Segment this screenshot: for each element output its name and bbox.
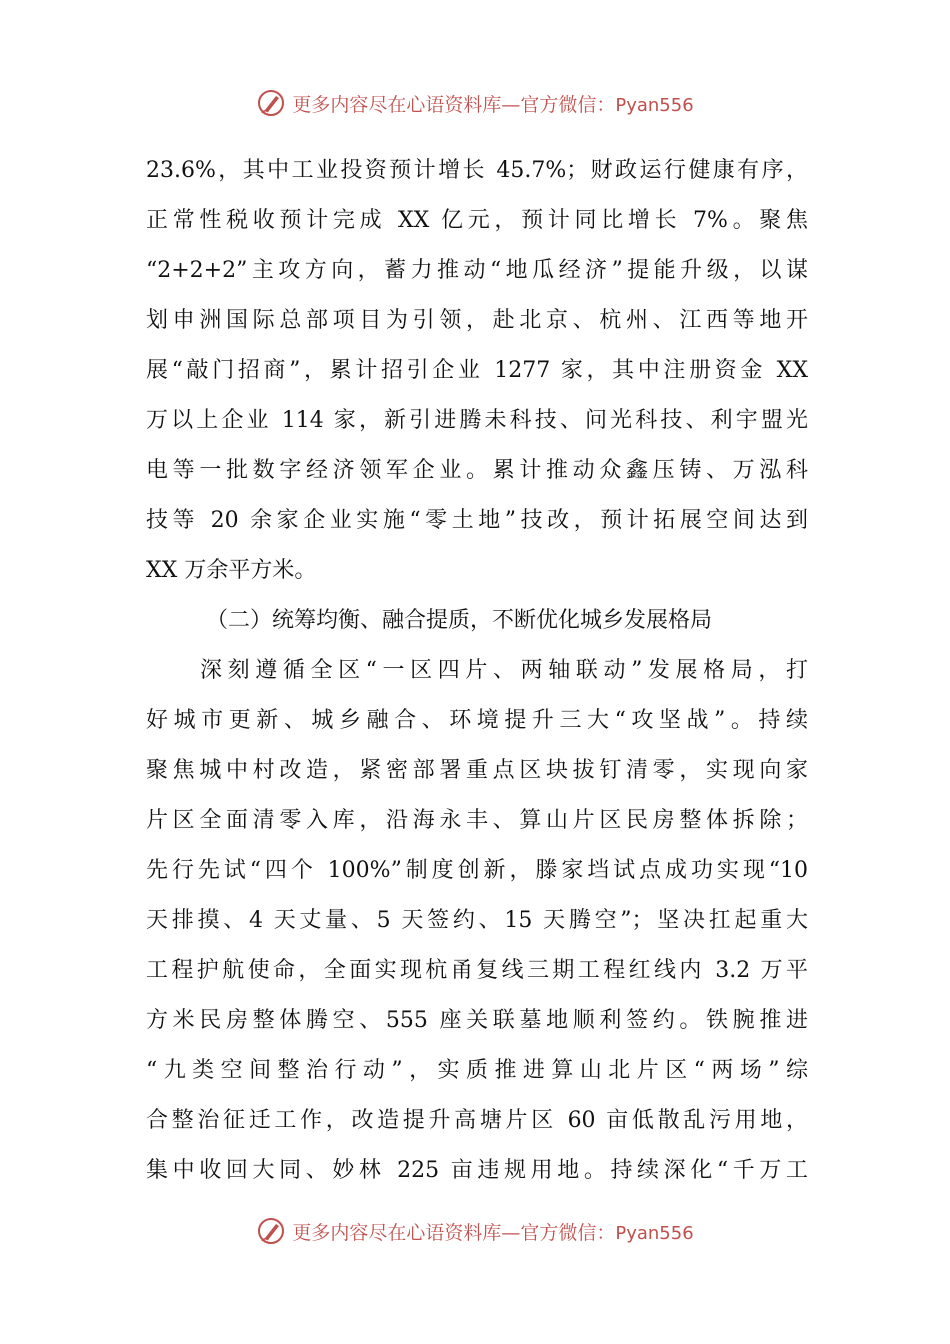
document-body bbox=[146, 146, 808, 1196]
paragraph-line: 展“敲门招商”，累计招引企业 1277 家，其中注册资金 XX bbox=[146, 358, 808, 383]
watermark-text bbox=[292, 1218, 693, 1245]
quill-pen-icon bbox=[256, 88, 286, 118]
paragraph-line: 合整治征迁工作，改造提升高塘片区 60 亩低散乱污用地， bbox=[146, 1108, 808, 1133]
paragraph-line: 23.6%，其中工业投资预计增长 45.7%；财政运行健康有序， bbox=[146, 158, 808, 183]
quill-pen-icon bbox=[256, 1216, 286, 1246]
paragraph-line: XX 万余平方米。 bbox=[146, 558, 317, 583]
section-heading: （二）统筹均衡、融合提质，不断优化城乡发展格局 bbox=[206, 608, 713, 633]
paragraph-line: 好城市更新、城乡融合、环境提升三大“攻坚战”。持续 bbox=[146, 708, 808, 733]
paragraph-line: 集中收回大同、妙林 225 亩违规用地。持续深化“千万工 bbox=[146, 1158, 808, 1183]
watermark-banner-top bbox=[0, 83, 950, 123]
paragraph-line: 工程护航使命，全面实现杭甬复线三期工程红线内 3.2 万平 bbox=[146, 958, 808, 983]
paragraph-line: 先行先试“四个 100%”制度创新，滕家垱试点成功实现“10 bbox=[146, 858, 808, 883]
paragraph-line: 天排摸、4 天丈量、5 天签约、15 天腾空”；坚决扛起重大 bbox=[146, 908, 808, 933]
paragraph-line: 片区全面清零入库，沿海永丰、算山片区民房整体拆除； bbox=[146, 808, 808, 833]
paragraph-line: 深刻遵循全区“一区四片、两轴联动”发展格局，打 bbox=[200, 658, 808, 683]
paragraph-line: 划申洲国际总部项目为引领，赴北京、杭州、江西等地开 bbox=[146, 308, 808, 333]
watermark-label: 更多内容尽在心语资料库—官方微信： bbox=[292, 1221, 616, 1244]
paragraph-line: 电等一批数字经济领军企业。累计推动众鑫压铸、万泓科 bbox=[146, 458, 808, 483]
paragraph-line: 技等 20 余家企业实施“零土地”技改，预计拓展空间达到 bbox=[146, 508, 808, 533]
paragraph-line: 正常性税收预计完成 XX 亿元，预计同比增长 7%。聚焦 bbox=[146, 208, 808, 233]
paragraph-line: 万以上企业 114 家，新引进腾未科技、问光科技、利宇盟光 bbox=[146, 408, 808, 433]
watermark-label: 更多内容尽在心语资料库—官方微信： bbox=[292, 93, 616, 116]
paragraph-line: “2+2+2”主攻方向，蓄力推动“地瓜经济”提能升级，以谋 bbox=[146, 258, 808, 283]
watermark-text bbox=[292, 90, 693, 117]
watermark-banner-bottom bbox=[0, 1211, 950, 1251]
paragraph-line: 方米民房整体腾空、555 座关联墓地顺利签约。铁腕推进 bbox=[146, 1008, 808, 1033]
paragraph-line: “九类空间整治行动”，实质推进算山北片区“两场”综 bbox=[146, 1058, 808, 1083]
watermark-handle: Pyan556 bbox=[615, 1222, 694, 1244]
watermark-handle: Pyan556 bbox=[615, 94, 694, 116]
paragraph-line: 聚焦城中村改造，紧密部署重点区块拔钉清零，实现向家 bbox=[146, 758, 808, 783]
